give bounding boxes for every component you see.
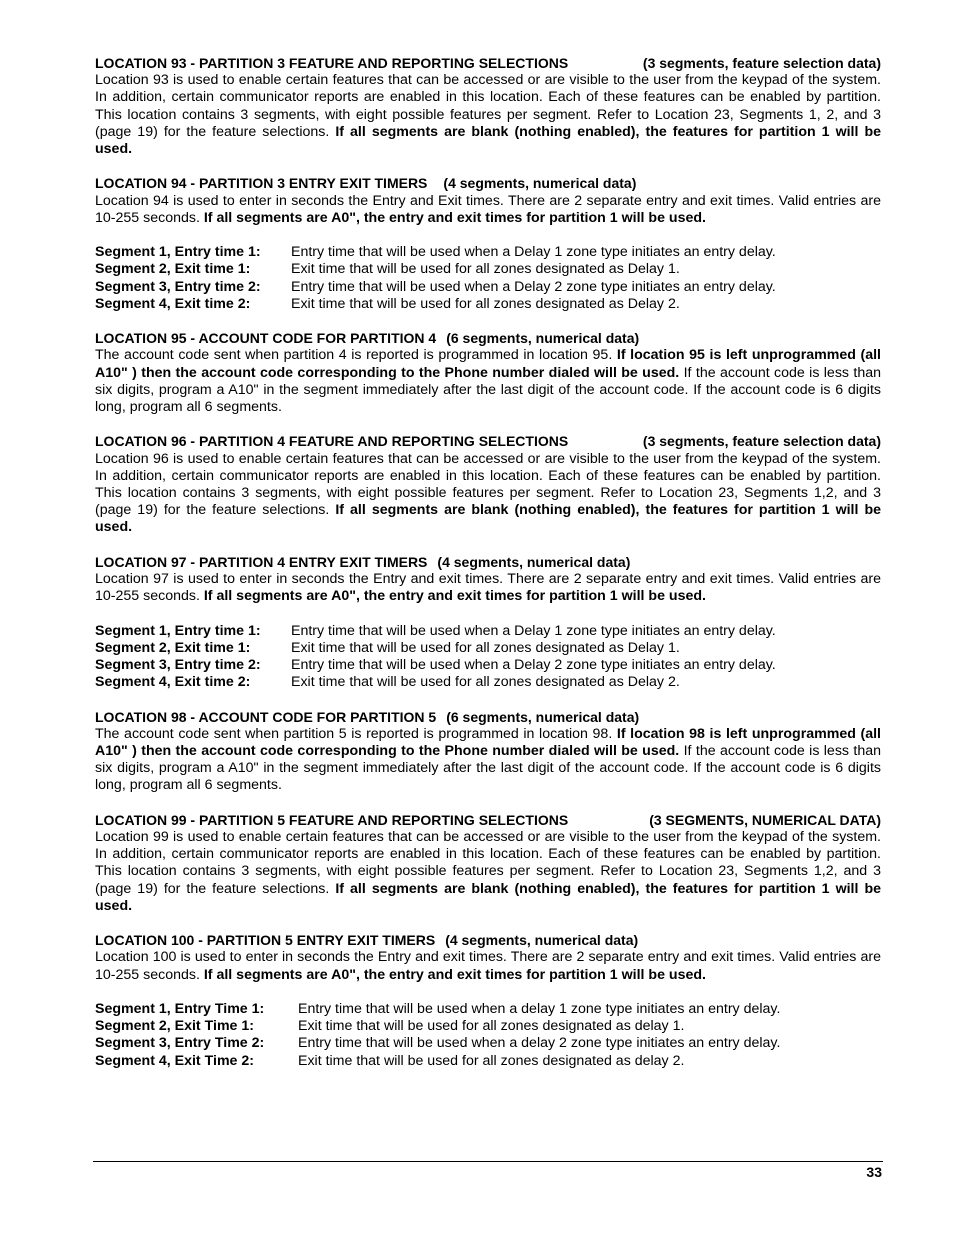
document-page bbox=[95, 55, 881, 1087]
section-heading bbox=[95, 932, 881, 949]
body-text: The account code sent when partition 5 is reported is programmed in location 98. bbox=[95, 725, 617, 742]
body-text: The account code sent when partition 4 is reported is programmed in location 95. bbox=[95, 347, 617, 364]
heading-note: (4 segments, numerical data) bbox=[437, 553, 631, 570]
location-93-section bbox=[95, 55, 881, 158]
segment-row bbox=[95, 1035, 881, 1052]
section-body bbox=[95, 72, 881, 158]
segment-description: Entry time that will be used when a Delay 2 zone type initiates an entry delay. bbox=[291, 278, 776, 295]
section-body bbox=[95, 193, 881, 227]
location-97-section bbox=[95, 554, 881, 606]
segment-label: Segment 3, Entry time 2: bbox=[95, 278, 261, 295]
heading-note: (6 segments, numerical data) bbox=[446, 330, 640, 347]
segment-row bbox=[95, 1001, 881, 1018]
body-bold-text: If all segments are A0", the entry and exit times for partition 1 will be used. bbox=[203, 209, 706, 226]
segment-label: Segment 3, Entry time 2: bbox=[95, 657, 261, 674]
segment-table-97 bbox=[95, 623, 881, 692]
heading-title: LOCATION 96 - PARTITION 4 FEATURE AND REPORTING SELECTIONS bbox=[95, 433, 569, 450]
segment-description: Entry time that will be used when a Delay 1 zone type initiates an entry delay. bbox=[291, 244, 776, 261]
segment-label: Segment 4, Exit time 2: bbox=[95, 295, 251, 312]
section-body bbox=[95, 829, 881, 915]
segment-row bbox=[95, 279, 881, 296]
body-text: Location 97 is used to enter in seconds the Entry and exit times. There are 2 separate entry and exit times. Valid entries are 10-255 seconds. bbox=[95, 571, 881, 605]
segment-description: Exit time that will be used for all zones designated as Delay 1. bbox=[291, 639, 680, 656]
segment-label: Segment 2, Exit time 1: bbox=[95, 639, 251, 656]
location-95-section bbox=[95, 330, 881, 416]
segment-description: Entry time that will be used when a delay 2 zone type initiates an entry delay. bbox=[298, 1035, 781, 1052]
section-body bbox=[95, 726, 881, 795]
segment-row bbox=[95, 296, 881, 313]
heading-title: LOCATION 100 - PARTITION 5 ENTRY EXIT TIMERS bbox=[95, 932, 436, 949]
body-bold-text: If all segments are blank (nothing enabled), the features for partition 1 will be used. bbox=[95, 123, 882, 158]
section-heading bbox=[95, 55, 881, 72]
segment-table-94 bbox=[95, 244, 881, 313]
heading-note: (4 segments, numerical data) bbox=[445, 932, 639, 949]
segment-table-100 bbox=[95, 1001, 881, 1070]
body-bold-text: If all segments are A0", the entry and exit times for partition 1 will be used. bbox=[203, 966, 706, 983]
page-number: 33 bbox=[866, 1164, 882, 1180]
segment-description: Exit time that will be used for all zones designated as delay 2. bbox=[298, 1052, 685, 1069]
section-heading bbox=[95, 554, 881, 571]
section-heading bbox=[95, 433, 881, 450]
body-text: Location 100 is used to enter in seconds the Entry and exit times. There are 2 separate entry and exit times. Valid entries are 10-255 seconds. bbox=[95, 949, 881, 983]
heading-note: (3 segments, feature selection data) bbox=[642, 433, 881, 450]
section-heading bbox=[95, 709, 881, 726]
body-tail-text: If the account code is less than six digits, program a A10" in the segment immediately after the last digit of the account code. If the account code is 6 digits long, program all 6 segments. bbox=[95, 364, 881, 416]
segment-description: Entry time that will be used when a Delay 2 zone type initiates an entry delay. bbox=[291, 657, 776, 674]
segment-row bbox=[95, 261, 881, 278]
segment-description: Exit time that will be used for all zones designated as Delay 2. bbox=[291, 674, 680, 691]
segment-row bbox=[95, 1053, 881, 1070]
heading-note: (4 segments, numerical data) bbox=[443, 175, 637, 192]
heading-note: (3 SEGMENTS, NUMERICAL DATA) bbox=[649, 811, 881, 828]
location-96-section bbox=[95, 433, 881, 536]
segment-row bbox=[95, 244, 881, 261]
location-99-section bbox=[95, 812, 881, 915]
segment-label: Segment 2, Exit time 1: bbox=[95, 261, 251, 278]
heading-title: LOCATION 99 - PARTITION 5 FEATURE AND REPORTING SELECTIONS bbox=[95, 811, 569, 828]
segment-label: Segment 1, Entry time 1: bbox=[95, 244, 261, 261]
segment-label: Segment 4, Exit Time 2: bbox=[95, 1052, 255, 1069]
body-text: Location 93 is used to enable certain features that can be accessed or are visible to the user from the keypad of the system. In addition, certain communicator reports are enabled in this location. Each of these features can be enabled by partition. This location contains 3 segments, with eight possible features per segment. Refer to Location 23, Segments 1, 2, and 3 (page 19) for the feature selections. bbox=[95, 72, 881, 140]
segment-description: Entry time that will be used when a delay 1 zone type initiates an entry delay. bbox=[298, 1001, 781, 1018]
section-heading bbox=[95, 812, 881, 829]
body-text: Location 96 is used to enable certain features that can be accessed or are visible to the user from the keypad of the system. In addition, certain communicator reports are enabled in this location. Each of these features can be enabled by partition. This location contains 3 segments, with eight possible features per segment. Refer to Location 23, Segments 1,2, and 3 (page 19) for the feature selections. bbox=[95, 450, 881, 519]
section-body bbox=[95, 571, 881, 605]
segment-description: Exit time that will be used for all zones designated as delay 1. bbox=[298, 1018, 685, 1035]
segment-label: Segment 3, Entry Time 2: bbox=[95, 1035, 265, 1052]
section-heading bbox=[95, 175, 881, 192]
body-text: Location 99 is used to enable certain features that can be accessed or are visible to the user from the keypad of the system. In addition, certain communicator reports are enabled in this location. Each of these features can be enabled by partition. This location contains 3 segments, with eight possible features per segment. Refer to Location 23, Segments 1,2, and 3 (page 19) for the feature selections. bbox=[95, 829, 881, 897]
segment-label: Segment 4, Exit time 2: bbox=[95, 674, 251, 691]
segment-row bbox=[95, 623, 881, 640]
heading-note: (6 segments, numerical data) bbox=[446, 708, 640, 725]
body-bold-text: If location 98 is left unprogrammed (all A10" ) then the account code corresponding to the Phone number dialed will be used. bbox=[95, 725, 881, 760]
segment-label: Segment 1, Entry time 1: bbox=[95, 622, 261, 639]
location-98-section bbox=[95, 709, 881, 795]
heading-title: LOCATION 94 - PARTITION 3 ENTRY EXIT TIMERS bbox=[95, 175, 428, 192]
body-tail-text: If the account code is less than six digits, program a A10" in the segment immediately after the last digit of the account code. If the account code is 6 digits long, program all 6 segments. bbox=[95, 743, 881, 794]
section-body bbox=[95, 949, 881, 983]
body-text: Location 94 is used to enter in seconds the Entry and Exit times. There are 2 separate entry and exit times. Valid entries are 10-255 seconds. bbox=[95, 192, 881, 226]
footer-divider bbox=[93, 1161, 883, 1162]
body-bold-text: If location 95 is left unprogrammed (all A10" ) then the account code corresponding to the Phone number dialed will be used. bbox=[95, 347, 881, 381]
segment-row bbox=[95, 1018, 881, 1035]
section-body bbox=[95, 347, 881, 416]
segment-label: Segment 2, Exit Time 1: bbox=[95, 1018, 255, 1035]
heading-note: (3 segments, feature selection data) bbox=[642, 55, 881, 71]
section-heading bbox=[95, 330, 881, 347]
body-bold-text: If all segments are blank (nothing enabled), the features for partition 1 will be used. bbox=[95, 880, 882, 914]
segment-description: Entry time that will be used when a Delay 1 zone type initiates an entry delay. bbox=[291, 622, 776, 639]
segment-description: Exit time that will be used for all zones designated as Delay 1. bbox=[291, 261, 680, 278]
heading-title: LOCATION 93 - PARTITION 3 FEATURE AND REPORTING SELECTIONS bbox=[95, 55, 569, 71]
section-body bbox=[95, 451, 881, 537]
segment-row bbox=[95, 657, 881, 674]
heading-title: LOCATION 98 - ACCOUNT CODE FOR PARTITION 5 bbox=[95, 708, 437, 725]
location-94-section bbox=[95, 175, 881, 227]
segment-row bbox=[95, 640, 881, 657]
segment-description: Exit time that will be used for all zones designated as Delay 2. bbox=[291, 295, 680, 312]
heading-title: LOCATION 95 - ACCOUNT CODE FOR PARTITION 4 bbox=[95, 330, 437, 347]
body-bold-text: If all segments are A0", the entry and exit times for partition 1 will be used. bbox=[203, 588, 706, 605]
segment-label: Segment 1, Entry Time 1: bbox=[95, 1001, 265, 1018]
heading-title: LOCATION 97 - PARTITION 4 ENTRY EXIT TIMERS bbox=[95, 553, 428, 570]
segment-row bbox=[95, 674, 881, 691]
location-100-section bbox=[95, 932, 881, 984]
body-bold-text: If all segments are blank (nothing enabled), the features for partition 1 will be used. bbox=[95, 502, 882, 536]
